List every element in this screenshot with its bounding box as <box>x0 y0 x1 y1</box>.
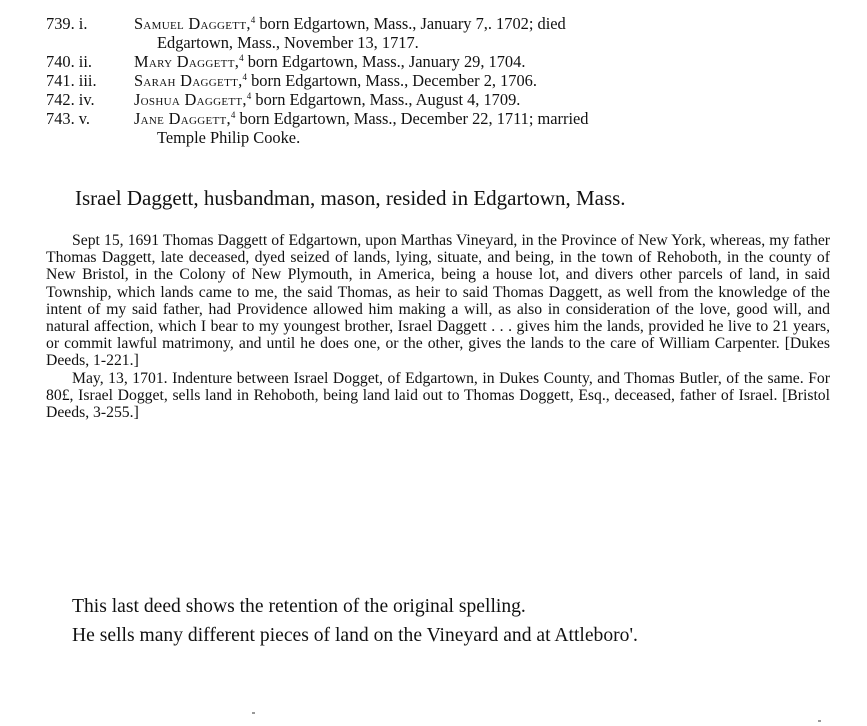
entry-text: born Edgartown, Mass., January 29, 1704. <box>243 52 526 71</box>
closing-text <box>46 592 830 650</box>
entry-number: 742. iv. <box>46 90 95 109</box>
entry-text: born Edgartown, Mass., January 7,. 1702; died <box>255 14 566 33</box>
entry-number: 739. i. <box>46 14 88 33</box>
deed-paragraph: May, 13, 1701. Indenture between Israel Dogget, of Edgartown, in Dukes County, and Thomas Butler, of the same. For 80£, Israel Dogget, sells land in Rehoboth, being land laid out to Thomas Doggett, Esq., deceased, father of Israel. [Bristol Deeds, 3-255.] <box>46 369 830 422</box>
entry-name: Samuel Daggett, <box>134 14 251 33</box>
scan-speck <box>818 720 821 722</box>
generation-mark: 4 <box>239 53 244 63</box>
genealogy-entry-list <box>46 14 836 147</box>
entry-number: 743. v. <box>46 109 91 128</box>
genealogy-entry <box>46 71 836 90</box>
generation-mark: 4 <box>250 15 256 25</box>
entry-continuation: Temple Philip Cooke. <box>157 128 301 147</box>
entry-number: 741. iii. <box>46 71 97 90</box>
closing-paragraph: He sells many different pieces of land on the Vineyard and at Attleboro'. <box>72 625 638 646</box>
deed-paragraph: Sept 15, 1691 Thomas Daggett of Edgartown, upon Marthas Vineyard, in the Province of New York, whereas, my father Thomas Daggett, late deceased, dyed seized of lands, lying, situate, and being, in the town of Rehoboth, in the county of New Bristol, in the Colony of New Plymouth, in America, being a house lot, and divers other parcels of land, in said Township, which lands came to me, the said Thomas, as heir to said Thomas Daggett, as well from the knowledge of the intent of my said father, had Providence allowed him making a will, as also in consideration of the love, good will, and natural affection, which I bear to my youngest brother, Israel Daggett . . . gives him the lands, provided he live to 21 years, or commit lawful matrimony, and until he does one, or the other, gives the lands to the care of William Carpenter. [Dukes Deeds, 1-221.] <box>46 232 830 370</box>
genealogy-entry <box>46 52 836 71</box>
closing-paragraph: This last deed shows the retention of the original spelling. <box>72 596 526 617</box>
generation-mark: 4 <box>246 91 252 101</box>
scan-speck <box>252 712 255 714</box>
entry-name: Jane Daggett, <box>134 109 231 128</box>
entry-name: Mary Daggett, <box>134 52 240 71</box>
section-heading: Israel Daggett, husbandman, mason, resided in Edgartown, Mass. <box>75 186 626 210</box>
entry-text: born Edgartown, Mass., December 22, 1711; married <box>235 109 589 128</box>
entry-name: Sarah Daggett, <box>134 71 243 90</box>
genealogy-entry <box>46 109 836 147</box>
generation-mark: 4 <box>242 72 248 82</box>
entry-text: born Edgartown, Mass., August 4, 1709. <box>251 90 521 109</box>
genealogy-entry <box>46 90 836 109</box>
entry-number: 740. ii. <box>46 52 92 71</box>
genealogy-entry <box>46 14 836 52</box>
entry-continuation: Edgartown, Mass., November 13, 1717. <box>157 33 419 52</box>
entry-text: born Edgartown, Mass., December 2, 1706. <box>247 71 537 90</box>
generation-mark: 4 <box>230 110 236 120</box>
deed-abstract <box>46 232 830 421</box>
entry-name: Joshua Daggett, <box>134 90 247 109</box>
